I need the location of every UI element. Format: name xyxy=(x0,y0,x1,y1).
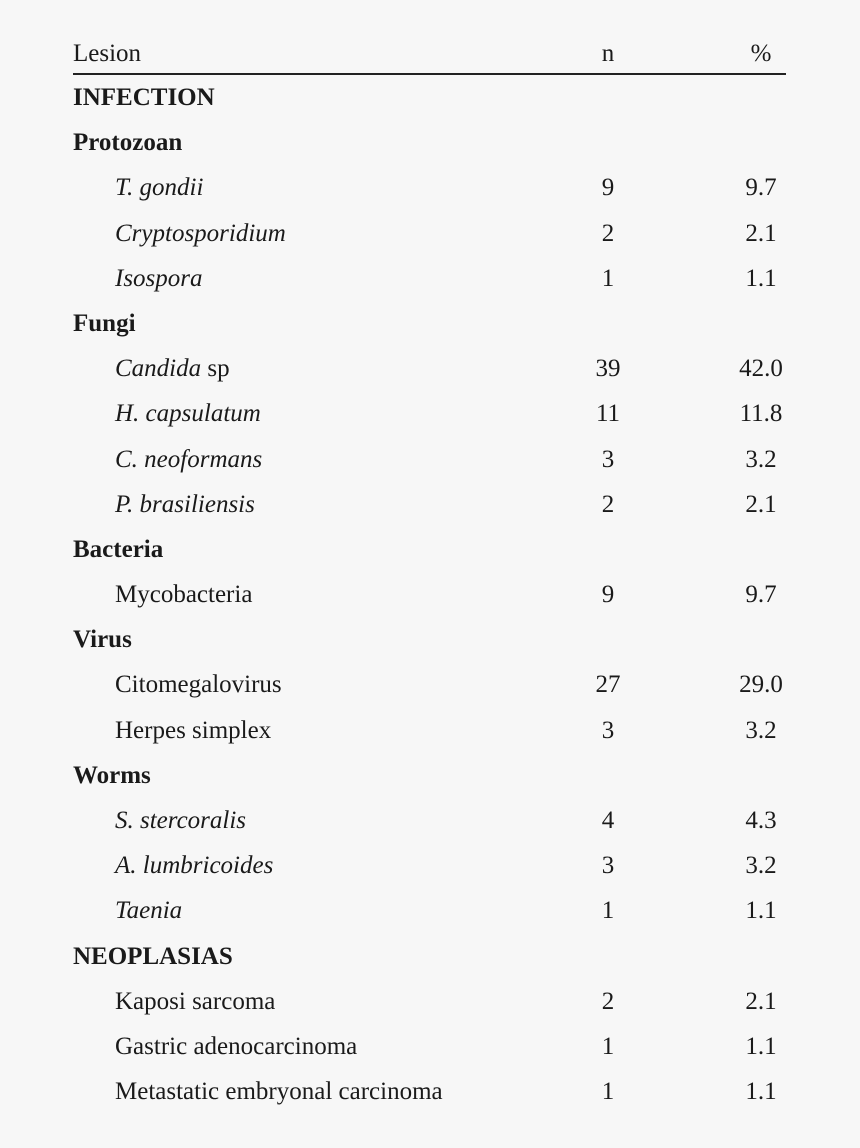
lesion-name xyxy=(115,482,255,527)
table-row xyxy=(73,256,786,301)
table-row xyxy=(73,211,786,256)
table-row xyxy=(73,843,786,888)
lesion-name-plain: Herpes simplex xyxy=(115,716,272,744)
percent-cell: 9.7 xyxy=(745,174,777,202)
lesion-name xyxy=(115,843,273,888)
percent-cell: 2.1 xyxy=(745,490,777,518)
count-cell: 9 xyxy=(601,174,615,202)
section-heading-row xyxy=(73,75,786,120)
count-cell: 1 xyxy=(601,1078,615,1106)
table-row xyxy=(73,165,786,210)
count-cell: 4 xyxy=(601,807,615,834)
lesion-table xyxy=(73,33,786,1114)
table-row xyxy=(73,662,786,707)
lesion-name-italic: C. neoformans xyxy=(115,445,263,473)
percent-cell: 2.1 xyxy=(745,987,777,1015)
category-heading-row xyxy=(73,753,786,798)
lesion-name xyxy=(115,708,271,753)
lesion-name-plain: Metastatic embryonal carcinoma xyxy=(115,1078,443,1106)
header-percent: % xyxy=(750,40,772,67)
percent-cell: 29.0 xyxy=(739,671,783,699)
category-heading: Worms xyxy=(73,761,151,789)
percent-cell: 9.7 xyxy=(745,581,777,609)
table-row xyxy=(73,1069,786,1114)
lesion-name-italic: S. stercoralis xyxy=(115,807,247,834)
percent-cell: 1.1 xyxy=(745,897,777,925)
category-heading-row xyxy=(73,301,786,346)
percent-cell: 4.3 xyxy=(745,807,777,834)
percent-cell: 1.1 xyxy=(745,264,777,292)
lesion-name-plain: Gastric adenocarcinoma xyxy=(115,1032,358,1060)
lesion-name-italic: Isospora xyxy=(115,264,203,292)
count-cell: 39 xyxy=(595,355,621,383)
count-cell: 2 xyxy=(601,219,615,247)
lesion-name xyxy=(115,211,286,256)
table-row xyxy=(73,572,786,617)
percent-cell: 1.1 xyxy=(745,1078,777,1106)
lesion-name-plain: Citomegalovirus xyxy=(115,671,282,699)
category-heading-row xyxy=(73,617,786,662)
lesion-name xyxy=(115,1069,443,1114)
header-lesion: Lesion xyxy=(73,40,142,67)
percent-cell: 11.8 xyxy=(739,400,783,428)
lesion-name-plain: sp xyxy=(201,355,230,383)
lesion-name-italic: T. gondii xyxy=(115,174,204,202)
lesion-name xyxy=(115,572,252,617)
lesion-name xyxy=(115,391,261,436)
lesion-name-italic: Cryptosporidium xyxy=(115,219,286,247)
count-cell: 2 xyxy=(601,987,615,1015)
count-cell: 3 xyxy=(601,852,615,880)
table-row xyxy=(73,346,786,391)
count-cell: 9 xyxy=(601,581,615,609)
percent-cell: 42.0 xyxy=(739,355,783,383)
lesion-name-plain: Mycobacteria xyxy=(115,581,253,609)
lesion-name-plain: Kaposi sarcoma xyxy=(115,987,276,1015)
lesion-name xyxy=(115,256,203,301)
lesion-name xyxy=(115,165,203,210)
lesion-name-italic: P. brasiliensis xyxy=(115,490,255,518)
category-heading: Virus xyxy=(73,626,132,654)
category-heading: Protozoan xyxy=(73,129,183,157)
table-row xyxy=(73,798,786,843)
count-cell: 11 xyxy=(595,400,621,428)
table-row xyxy=(73,482,786,527)
table-row xyxy=(73,888,786,933)
count-cell: 1 xyxy=(601,264,615,292)
lesion-name-italic: Taenia xyxy=(115,897,183,925)
count-cell: 27 xyxy=(595,671,621,699)
lesion-name xyxy=(115,798,246,843)
lesion-name-italic: A. lumbricoides xyxy=(115,852,274,880)
table-row xyxy=(73,708,786,753)
header-n: n xyxy=(601,40,615,67)
count-cell: 3 xyxy=(601,445,615,473)
table-header xyxy=(73,33,786,75)
lesion-name xyxy=(115,888,182,933)
section-heading: NEOPLASIAS xyxy=(73,942,233,970)
count-cell: 3 xyxy=(601,716,615,744)
section-heading-row xyxy=(73,934,786,979)
table-row xyxy=(73,1024,786,1069)
percent-cell: 2.1 xyxy=(745,219,777,247)
percent-cell: 3.2 xyxy=(745,445,777,473)
count-cell: 2 xyxy=(601,490,615,518)
percent-cell: 3.2 xyxy=(745,716,777,744)
lesion-name xyxy=(115,662,282,707)
category-heading-row xyxy=(73,527,786,572)
lesion-name xyxy=(115,1024,357,1069)
table-body xyxy=(73,75,786,1114)
lesion-name-italic: H. capsulatum xyxy=(115,400,261,428)
category-heading: Bacteria xyxy=(73,535,164,563)
table-row xyxy=(73,391,786,436)
table-row xyxy=(73,437,786,482)
count-cell: 1 xyxy=(601,897,615,925)
lesion-name xyxy=(115,346,230,391)
count-cell: 1 xyxy=(601,1032,615,1060)
table-row xyxy=(73,979,786,1024)
percent-cell: 3.2 xyxy=(745,852,777,880)
section-heading: INFECTION xyxy=(73,84,215,111)
percent-cell: 1.1 xyxy=(745,1032,777,1060)
lesion-name xyxy=(115,437,262,482)
category-heading-row xyxy=(73,120,786,165)
lesion-name-italic: Candida xyxy=(115,355,202,383)
lesion-name xyxy=(115,979,275,1024)
category-heading: Fungi xyxy=(73,309,136,337)
